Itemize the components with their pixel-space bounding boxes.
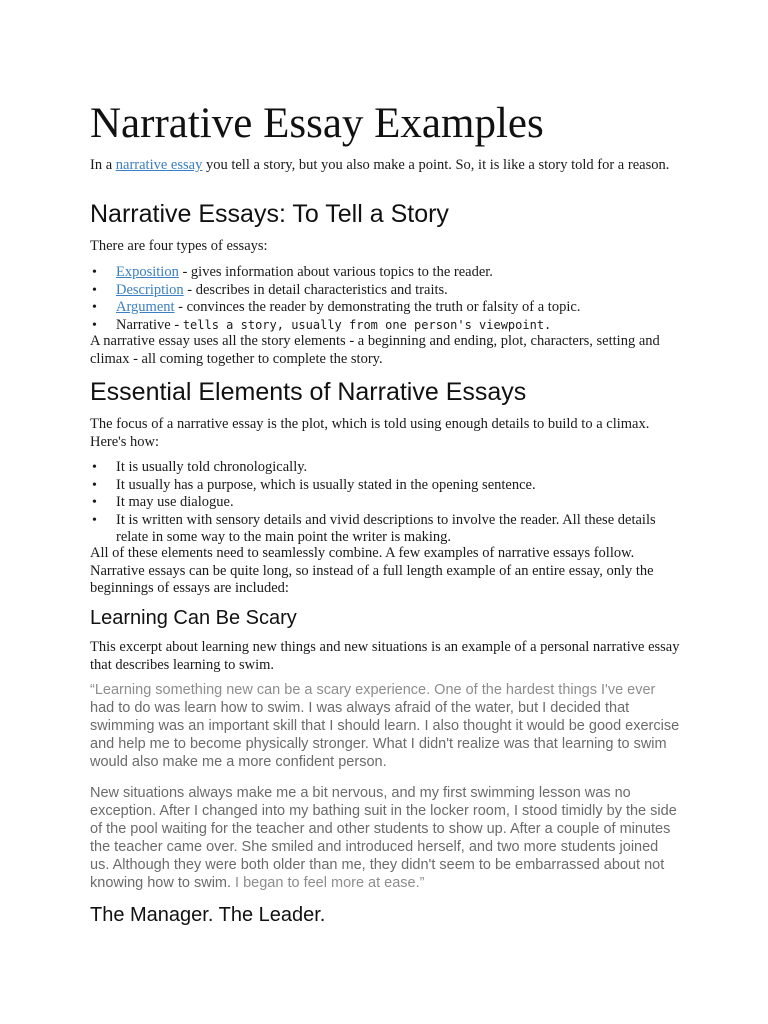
essay-types-list xyxy=(90,264,680,334)
narrative-description: tells a story, usually from one person's viewpoint. xyxy=(182,317,552,332)
list-item: • It is written with sensory details and vivid descriptions to involve the reader. All these details relate in some way to the main point the writer is making. xyxy=(90,512,680,547)
section-heading-essential-elements: Essential Elements of Narrative Essays xyxy=(90,378,527,406)
story-elements-paragraph: A narrative essay uses all the story elements - a beginning and ending, plot, characters, setting and climax - all coming together to complete the story. xyxy=(90,333,660,367)
excerpt-intro-paragraph: This excerpt about learning new things and new situations is an example of a personal narrative essay that describes learning to swim. xyxy=(90,639,680,673)
list-item: • It usually has a purpose, which is usually stated in the opening sentence. xyxy=(90,477,680,495)
plot-focus-paragraph: The focus of a narrative essay is the plot, which is told using enough details to build to a climax. Here's how: xyxy=(90,416,650,450)
combine-elements-paragraph: All of these elements need to seamlessly combine. A few examples of narrative essays follow. Narrative essays can be quite long, so instead of a full length example of an entire essay, only the beginnings of essays are included: xyxy=(90,545,654,596)
list-item: • Argument - convinces the reader by demonstrating the truth or falsity of a topic. xyxy=(90,299,680,317)
essay-types-lead: There are four types of essays: xyxy=(90,238,268,254)
elements-list xyxy=(90,459,680,547)
section-heading-manager-leader: The Manager. The Leader. xyxy=(90,904,326,926)
narrative-essay-link[interactable]: narrative essay xyxy=(115,157,203,173)
list-item: • Description - describes in detail characteristics and traits. xyxy=(90,282,680,300)
list-item: • It is usually told chronologically. xyxy=(90,459,680,477)
page-title: Narrative Essay Examples xyxy=(90,100,544,147)
excerpt-quote-paragraph-1: “Learning something new can be a scary experience. One of the hardest things I've ever had to do was learn how to swim. I was always afraid of the water, but I decided that swimming was an important skill that I should learn. I also thought it would be good exercise and help me to become physically stronger. What I didn't realize was that learning to swim would also make me a more confident person. xyxy=(90,682,680,770)
section-heading-learning-scary: Learning Can Be Scary xyxy=(90,607,297,629)
excerpt-quote-paragraph-2: New situations always make me a bit nervous, and my first swimming lesson was no exception. After I changed into my bathing suit in the locker room, I stood timidly by the side of the pool waiting for the teacher and other students to show up. After a couple of minutes the teacher came over. She smiled and introduced herself, and two more students joined us. Although they were both older than me, they didn't seem to be embarrassed about not knowing how to swim. I began to feel more at ease.” xyxy=(90,785,677,891)
exposition-link[interactable]: Exposition xyxy=(116,264,179,280)
description-link[interactable]: Description xyxy=(116,281,184,298)
argument-link[interactable]: Argument xyxy=(116,299,175,315)
list-item: • Narrative - tells a story, usually from one person's viewpoint. xyxy=(90,317,680,335)
section-heading-tell-a-story: Narrative Essays: To Tell a Story xyxy=(90,200,449,228)
list-item: • It may use dialogue. xyxy=(90,494,680,512)
intro-text-before: In a xyxy=(90,157,116,173)
list-item: • Exposition - gives information about various topics to the reader. xyxy=(90,264,680,282)
intro-paragraph xyxy=(90,156,669,174)
intro-text-after: you tell a story, but you also make a point. So, it is like a story told for a reason. xyxy=(202,157,670,173)
